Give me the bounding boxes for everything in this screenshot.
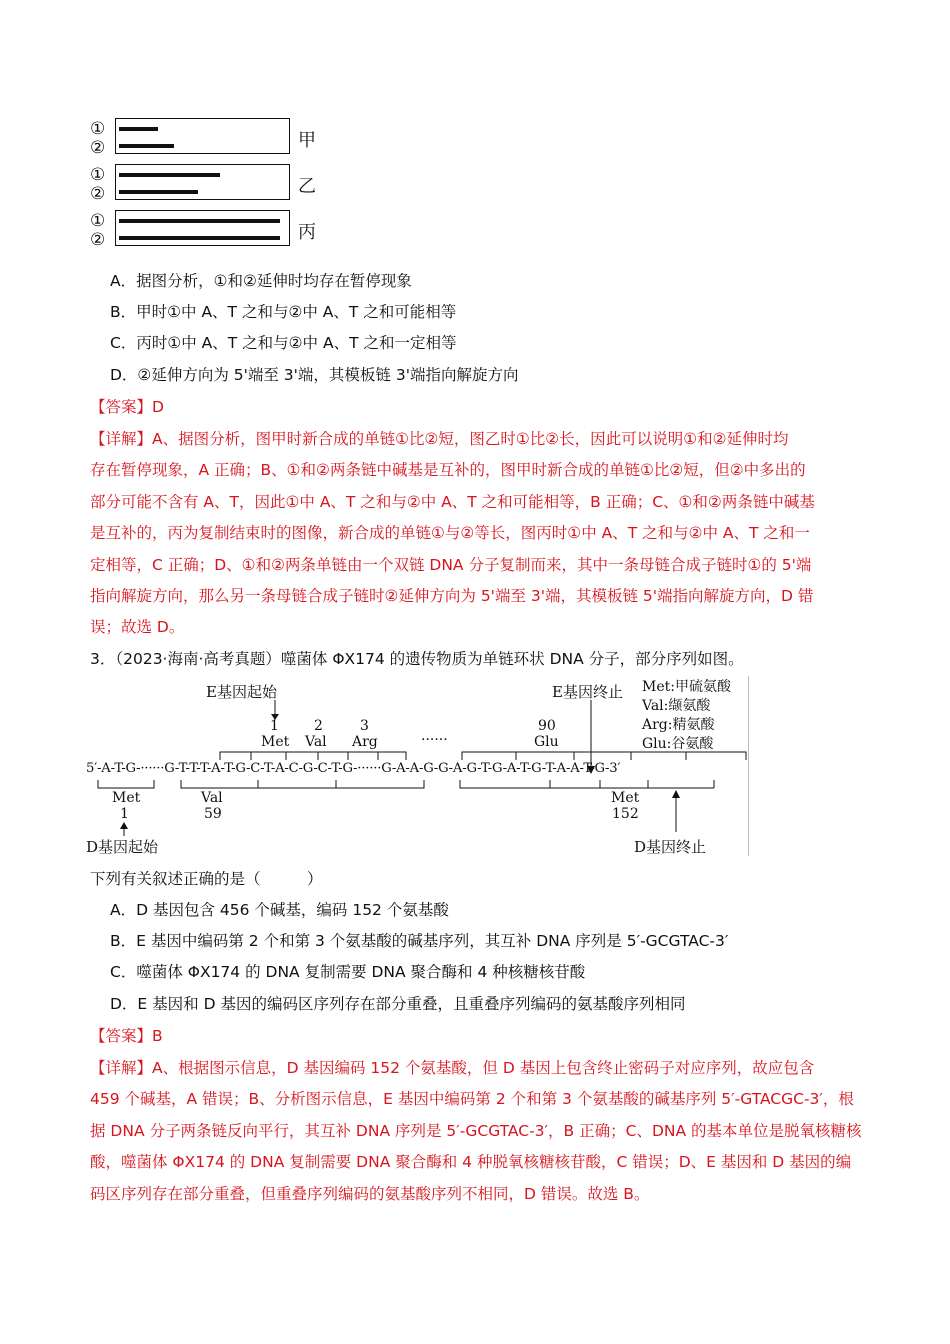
q2-explain-line: 部分可能不含有 A、T，因此①中 A、T 之和与②中 A、T 之和可能相等，B 正确；C、①和②两条链中碱基 (90, 493, 815, 511)
q2-explain-line: 误；故选 D。 (90, 618, 185, 636)
codon-number: 152 (612, 806, 639, 822)
row-label-jia: 甲 (298, 130, 316, 151)
q3-explain-line: 459 个碱基，A 错误；B、分析图示信息，E 基因中编码第 2 个和第 3 个氨基酸的碱基序列 5′-GTACGC-3′，根 (90, 1090, 854, 1108)
e-gene-start-label: E基因起始 (206, 683, 277, 701)
codon-aa: Val (305, 734, 327, 750)
q3-option-c: C．噬菌体 ΦX174 的 DNA 复制需要 DNA 聚合酶和 4 种核糖核苷酸 (110, 963, 586, 981)
q3-option-a: A．D 基因包含 456 个碱基，编码 152 个氨基酸 (110, 901, 449, 919)
legend-item: Glu:谷氨酸 (642, 736, 714, 752)
q3-explain-line: 酸，噬菌体 ΦX174 的 DNA 复制需要 DNA 聚合酶和 4 种脱氧核糖核苷酸，C 错误；D、E 基因和 D 基因的编 (90, 1153, 852, 1171)
codon-number: 90 (538, 718, 556, 734)
strand-2-marker: ② (90, 184, 106, 204)
strand-2-bar (119, 190, 198, 194)
q3-question: 下列有关叙述正确的是（ ） (90, 870, 323, 888)
codon-aa: Glu (534, 734, 559, 750)
q3-answer: 【答案】B (90, 1027, 163, 1045)
codon-aa: Arg (352, 734, 378, 750)
q2-option-d: D．②延伸方向为 5'端至 3'端，其模板链 3'端指向解旋方向 (110, 366, 519, 384)
d-gene-end-label: D基因终止 (634, 838, 707, 856)
q2-option-c: C．丙时①中 A、T 之和与②中 A、T 之和一定相等 (110, 334, 457, 352)
q2-explain-line: 存在暂停现象，A 正确；B、①和②两条链中碱基是互补的，图甲时新合成的单链①比②短，但②中多出的 (90, 461, 806, 479)
q3-explain-line: 码区序列存在部分重叠，但重叠序列编码的氨基酸序列不相同，D 错误。故选 B。 (90, 1185, 650, 1203)
q3-option-d: D．E 基因和 D 基因的编码区序列存在部分重叠，且重叠序列编码的氨基酸序列相同 (110, 995, 686, 1013)
q2-explain-line: 是互补的，丙为复制结束时的图像，新合成的单链①与②等长，图丙时①中 A、T 之和与②中 A、T 之和一 (90, 524, 810, 542)
amino-acid-legend (642, 678, 731, 754)
codon-number: 3 (360, 718, 369, 734)
d-gene-start-label: D基因起始 (86, 838, 159, 856)
q2-answer: 【答案】D (90, 398, 164, 416)
strand-1-marker: ① (90, 165, 106, 185)
codon-number: 2 (314, 718, 323, 734)
q3-explain-line: 据 DNA 分子两条链反向平行，其互补 DNA 序列是 5′-GCGTAC-3′，B 正确；C、DNA 的基本单位是脱氧核糖核 (90, 1122, 862, 1140)
dna-sequence: 5′-A-T-G-······G-T-T-T-A-T-G-C-T-A-C-G-C-T-G-······G-A-A-G-G-A-G-T-G-A-T-G-T-A-A-T-G-3′ (86, 761, 621, 776)
q2-explain-line: 【详解】A、据图分析，图甲时新合成的单链①比②短，图乙时①比②长，因此可以说明①和②延伸时均 (90, 430, 789, 448)
row-label-yi: 乙 (298, 176, 316, 197)
codon-aa: Met (611, 790, 640, 806)
row-box-bing (115, 210, 290, 246)
codon-aa: Val (201, 790, 223, 806)
strand-1-bar (119, 219, 280, 223)
strand-1-marker: ① (90, 211, 106, 231)
row-label-bing: 丙 (298, 222, 316, 243)
phage-sequence-figure (86, 676, 749, 856)
e-gene-end-label: E基因终止 (552, 683, 623, 701)
row-box-jia (115, 118, 290, 154)
q2-option-b: B．甲时①中 A、T 之和与②中 A、T 之和可能相等 (110, 303, 457, 321)
legend-item: Arg:精氨酸 (642, 717, 715, 733)
codon-aa: Met (261, 734, 290, 750)
q2-option-a: A．据图分析，①和②延伸时均存在暂停现象 (110, 272, 412, 290)
strand-2-marker: ② (90, 138, 106, 158)
legend-item: Met:甲硫氨酸 (642, 679, 731, 695)
codon-number: 1 (270, 718, 279, 734)
strand-2-marker: ② (90, 230, 106, 250)
legend-item: Val:缬氨酸 (642, 698, 711, 714)
q3-stem: 3．（2023·海南·高考真题）噬菌体 ΦX174 的遗传物质为单链环状 DNA 分子，部分序列如图。 (90, 650, 744, 668)
strand-2-bar (119, 144, 174, 148)
q3-explain-line: 【详解】A、根据图示信息，D 基因编码 152 个氨基酸，但 D 基因上包含终止密码子对应序列，故应包含 (90, 1059, 815, 1077)
codon-number: 59 (204, 806, 222, 822)
strand-1-bar (119, 127, 158, 131)
q2-explain-line: 指向解旋方向，那么另一条母链合成子链时②延伸方向为 5'端至 3'端，其模板链 5'端指向解旋方向，D 错 (90, 587, 814, 605)
strand-2-bar (119, 236, 280, 240)
q3-option-b: B．E 基因中编码第 2 个和第 3 个氨基酸的碱基序列，其互补 DNA 序列是 5′-GCGTAC-3′ (110, 932, 729, 950)
strand-1-bar (119, 173, 220, 177)
row-box-yi (115, 164, 290, 200)
codon-aa: Met (112, 790, 141, 806)
strand-1-marker: ① (90, 119, 106, 139)
q2-explain-line: 定相等，C 正确；D、①和②两条单链由一个双链 DNA 分子复制而来，其中一条母链合成子链时①的 5'端 (90, 556, 812, 574)
codon-number: 1 (120, 806, 129, 822)
sequence-gap-dots: ······ (421, 732, 448, 748)
